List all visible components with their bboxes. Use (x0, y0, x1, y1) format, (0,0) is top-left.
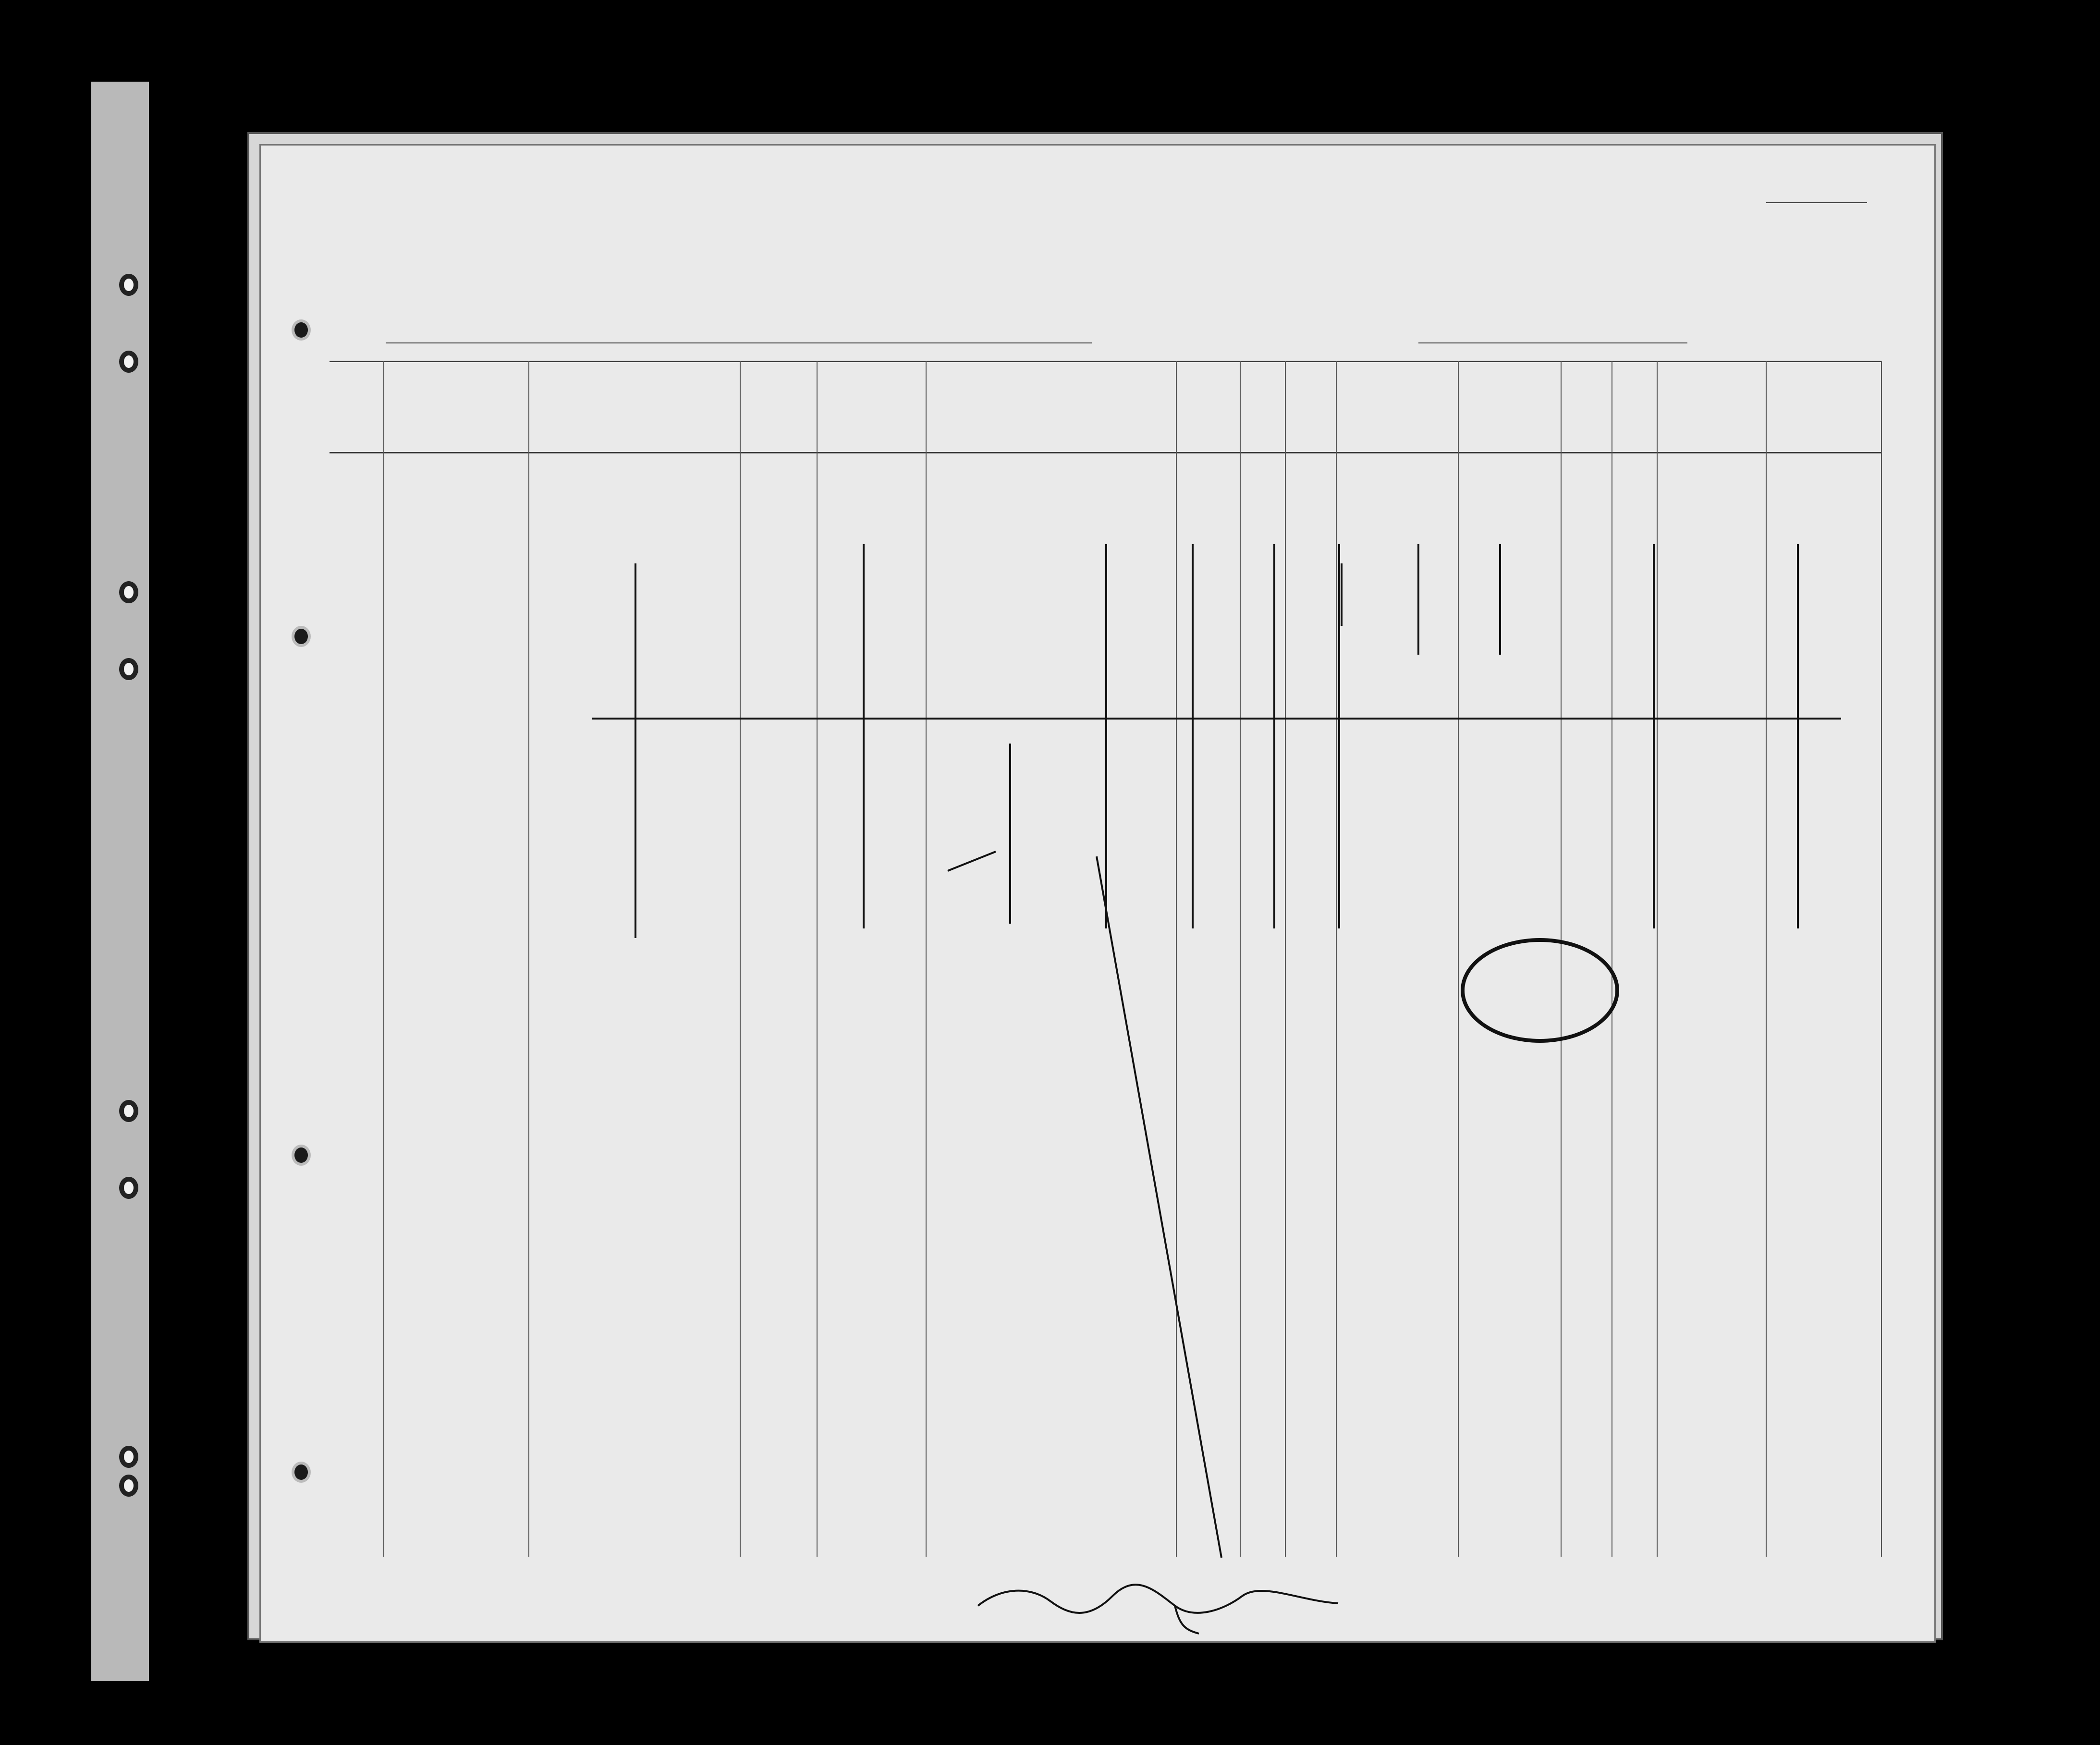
binder-ring (119, 1100, 138, 1122)
manifest-sheet (259, 144, 1936, 1643)
binder-ring (119, 658, 138, 680)
inspector-signature (973, 1577, 1348, 1635)
binder-ring (119, 581, 138, 603)
handwritten-marks (261, 146, 1937, 1644)
binder-ring (119, 1177, 138, 1199)
binder-ring (119, 1475, 138, 1497)
tally-mark (948, 852, 996, 871)
binder-strip (91, 82, 149, 1681)
binder-ring (119, 1446, 138, 1468)
office-stamp (1461, 938, 1619, 1043)
binder-ring (119, 351, 138, 373)
footer (330, 1582, 1886, 1635)
binder-ring (119, 274, 138, 296)
cancel-line (1097, 856, 1221, 1558)
